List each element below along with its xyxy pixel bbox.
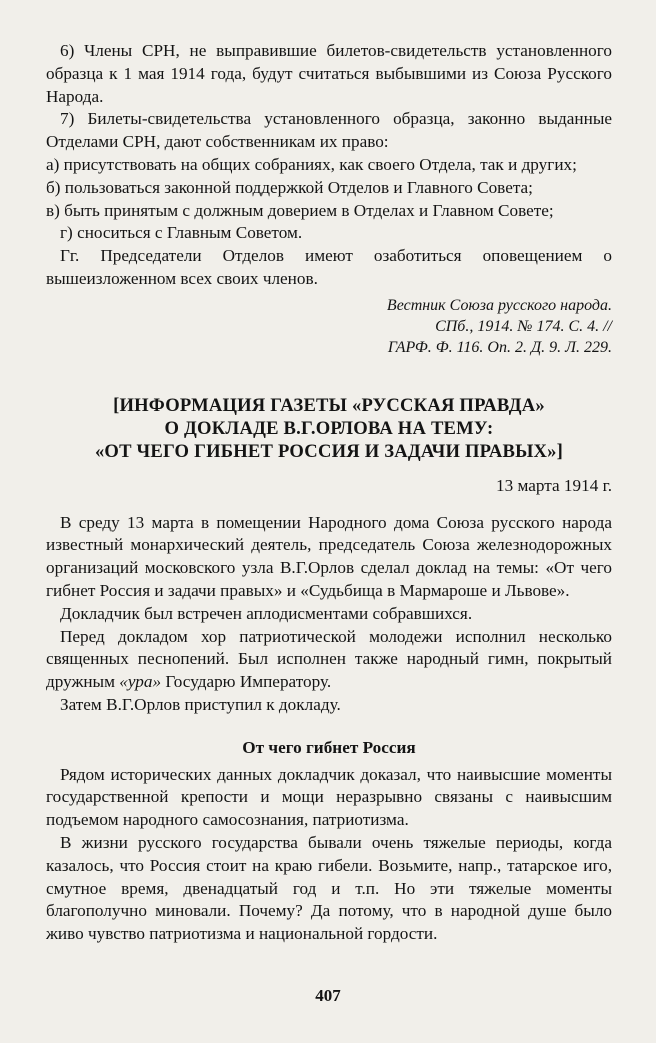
body-paragraph-3-start: Перед докладом хор патриотической молодежи исполнил несколько священных песнопений. Был исполнен также народный гимн, покрытый дружным [46, 626, 612, 692]
heading-line-1: [ИНФОРМАЦИЯ ГАЗЕТЫ «РУССКАЯ ПРАВДА» [113, 394, 545, 416]
list-item-g: г) сноситься с Главным Советом. [60, 223, 303, 243]
list-item-a-text: а) присутствовать на общих собраниях, как своего Отдела, так и других; [46, 154, 577, 174]
paragraph-7: 7) Билеты-свидетельства установленного образца, законно выданные Отделами СРН, дают собственникам их право: [46, 109, 612, 152]
text-column [46, 40, 612, 946]
citation-line-1: Вестник Союза русского народа. [386, 296, 612, 314]
list-item-v-text: в) быть принятым с должным доверием в Отделах и Главном Совете; [46, 200, 554, 220]
heading-line-3: «ОТ ЧЕГО ГИБНЕТ РОССИЯ И ЗАДАЧИ ПРАВЫХ»] [94, 440, 564, 462]
source-citation [46, 295, 612, 358]
body-paragraph-3 [46, 626, 612, 694]
subsection-heading: От чего гибнет Россия [242, 737, 416, 757]
closing-paragraph: Гг. Председатели Отделов имеют озаботиться оповещением о вышеизложенном всех своих членов. [46, 246, 612, 288]
list-item-b-text: б) пользоваться законной поддержкой Отделов и Главного Совета; [46, 177, 533, 197]
list-item-b [46, 177, 612, 200]
body2-paragraph-2: В жизни русского государства бывали очень тяжелые периоды, когда казалось, что Россия стоит на краю гибели. Возьмите, напр., татарское иго, смутное время, двенадцатый год и т.п. Но эти тяжелые моменты благополучно миновали. Почему? Да потому, что в народной душе было живо чувство патриотизма и национальной гордости. [46, 832, 612, 944]
list-item-a [46, 154, 612, 177]
body-paragraph-3-end: Государю Императору. [161, 672, 332, 692]
body-paragraph-4: Затем В.Г.Орлов приступил к докладу. [60, 694, 341, 714]
paragraph-6: 6) Члены СРН, не выправившие билетов-свидетельств установленного образца к 1 мая 1914 года, будут считаться выбывшими из Союза Русского Народа. [46, 41, 612, 106]
ura-italic: «ура» [119, 672, 162, 692]
page-number: 407 [315, 986, 341, 1005]
citation-line-2: СПб., 1914. № 174. С. 4. // [435, 317, 612, 335]
citation-line-3: ГАРФ. Ф. 116. Оп. 2. Д. 9. Л. 229. [387, 338, 612, 356]
section-heading [46, 394, 612, 463]
body2-paragraph-1: Рядом исторических данных докладчик доказал, что наивысшие моменты государственной крепости и мощи неразрывно связаны с наивысшим подъемом народного самосознания, патриотизма. [46, 764, 612, 830]
body-paragraph-2: Докладчик был встречен аплодисментами собравшихся. [60, 603, 473, 623]
list-item-v [46, 200, 612, 223]
body-paragraph-1: В среду 13 марта в помещении Народного дома Союза русского народа известный монархический деятель, председатель Союза железнодорожных организаций московского узла В.Г.Орлов сделал доклад на темы: «От чего гибнет Россия и задачи правых» и «Судьбища в Мармароше и Львове». [46, 512, 612, 600]
article-date: 13 марта 1914 г. [496, 475, 612, 495]
heading-line-2: О ДОКЛАДЕ В.Г.ОРЛОВА НА ТЕМУ: [164, 417, 494, 439]
